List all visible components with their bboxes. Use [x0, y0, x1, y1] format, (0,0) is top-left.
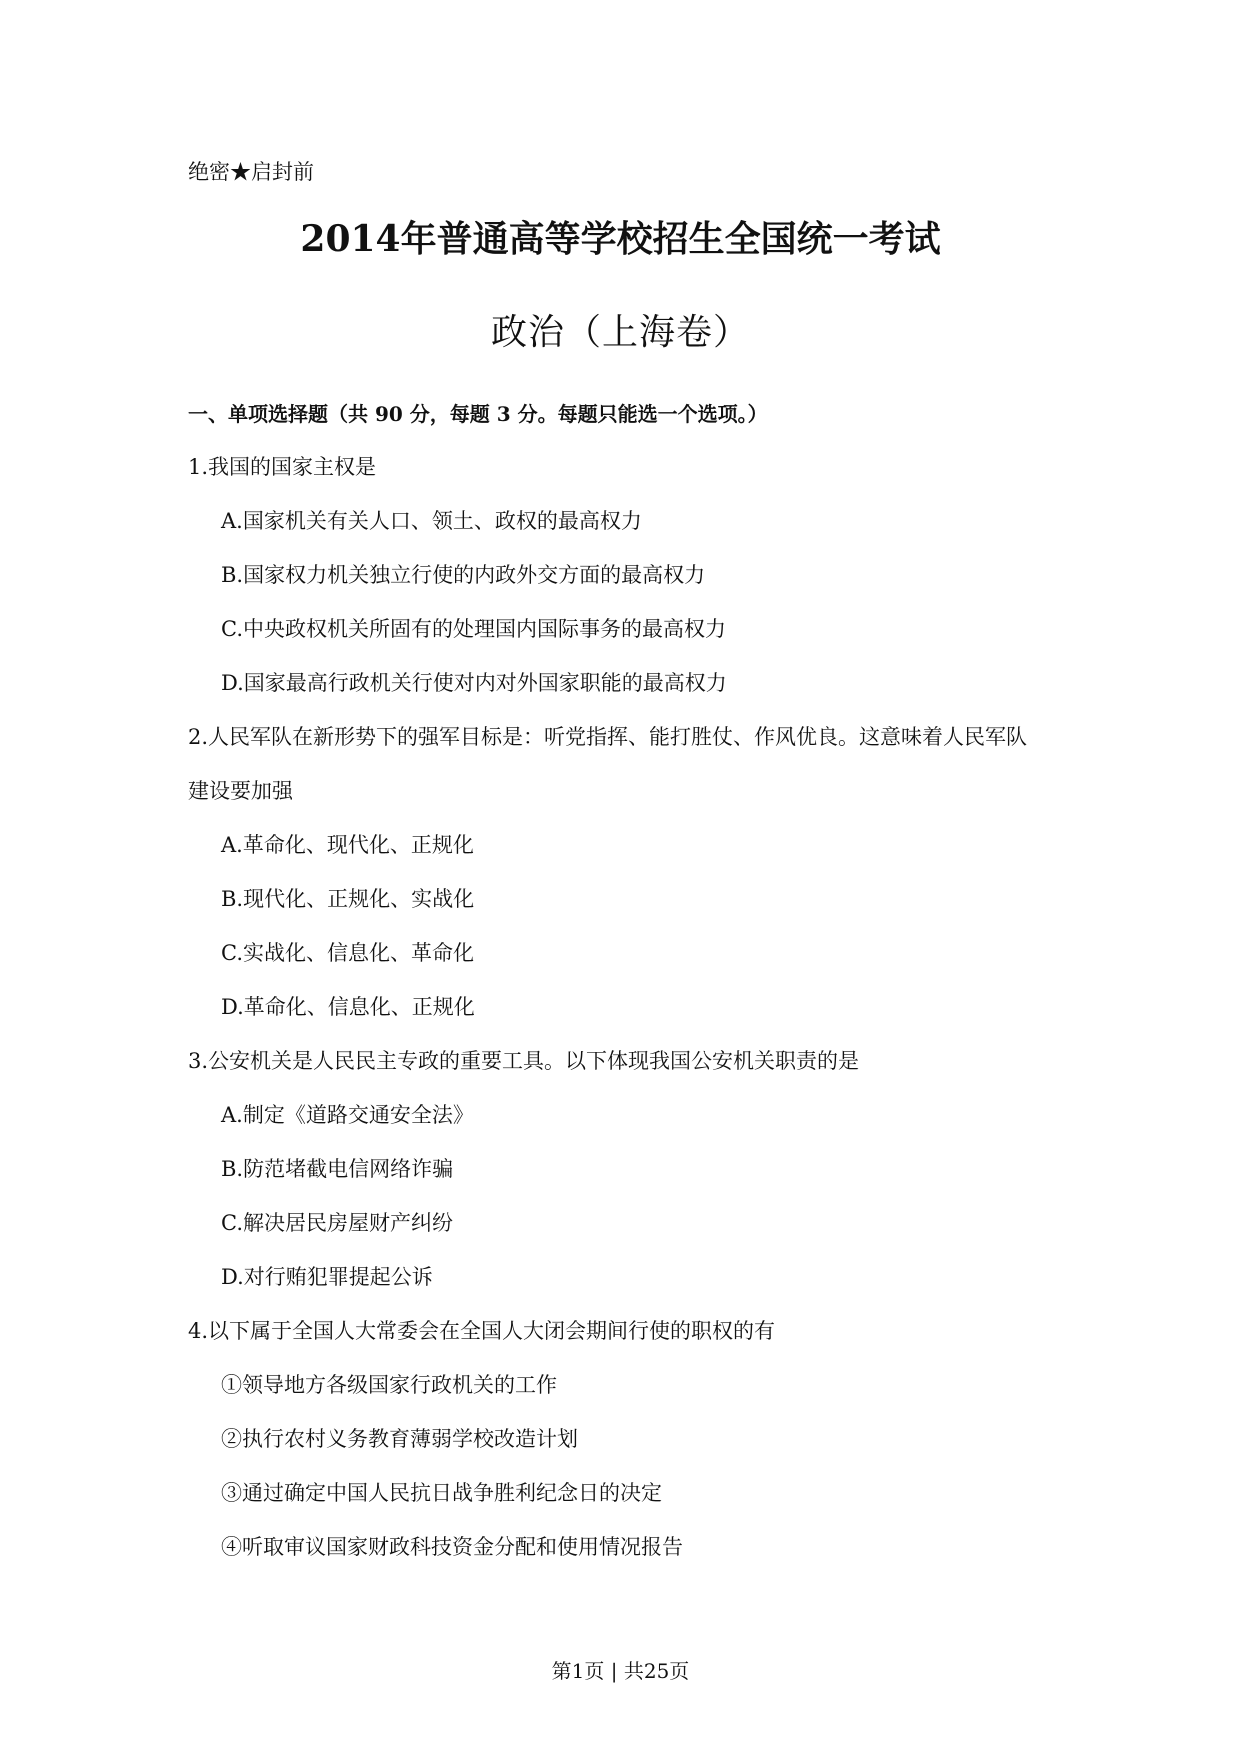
- question-4-item-4: ④听取审议国家财政科技资金分配和使用情况报告: [221, 1535, 683, 1559]
- question-1-option-d: D.国家最高行政机关行使对内对外国家职能的最高权力: [221, 671, 727, 695]
- question-3-option-a: A.制定《道路交通安全法》: [221, 1103, 474, 1127]
- question-2-option-b: B.现代化、正规化、实战化: [221, 887, 475, 911]
- question-1-option-a: A.国家机关有关人口、领土、政权的最高权力: [221, 509, 642, 533]
- question-2-option-a: A.革命化、现代化、正规化: [221, 833, 474, 857]
- question-4-item-2: ②执行农村义务教育薄弱学校改造计划: [221, 1427, 578, 1451]
- question-3-stem: 3.公安机关是人民民主专政的重要工具。以下体现我国公安机关职责的是: [188, 1049, 860, 1073]
- question-3-option-d: D.对行贿犯罪提起公诉: [221, 1265, 433, 1289]
- question-2-stem-line-2: 建设要加强: [188, 779, 293, 803]
- question-1-option-b: B.国家权力机关独立行使的内政外交方面的最高权力: [221, 563, 706, 587]
- question-2-option-d: D.革命化、信息化、正规化: [221, 995, 475, 1019]
- secret-mark: 绝密★启封前: [188, 160, 314, 184]
- question-4-stem: 4.以下属于全国人大常委会在全国人大闭会期间行使的职权的有: [188, 1319, 776, 1343]
- page-number: 第1页 | 共25页: [551, 1659, 690, 1683]
- question-4-item-1: ①领导地方各级国家行政机关的工作: [221, 1373, 557, 1397]
- question-2-stem-line-1: 2.人民军队在新形势下的强军目标是：听党指挥、能打胜仗、作风优良。这意味着人民军队: [188, 725, 1028, 749]
- question-3-option-b: B.防范堵截电信网络诈骗: [221, 1157, 454, 1181]
- question-1-stem: 1.我国的国家主权是: [188, 455, 377, 479]
- question-2-option-c: C.实战化、信息化、革命化: [221, 941, 474, 965]
- exam-subtitle: 政治（上海卷）: [490, 312, 750, 353]
- exam-title: 2014年普通高等学校招生全国统一考试: [300, 218, 941, 260]
- section-heading: 一、单项选择题（共 90 分，每题 3 分。每题只能选一个选项。）: [188, 402, 768, 426]
- question-3-option-c: C.解决居民房屋财产纠纷: [221, 1211, 453, 1235]
- question-4-item-3: ③通过确定中国人民抗日战争胜利纪念日的决定: [221, 1481, 662, 1505]
- question-1-option-c: C.中央政权机关所固有的处理国内国际事务的最高权力: [221, 617, 726, 641]
